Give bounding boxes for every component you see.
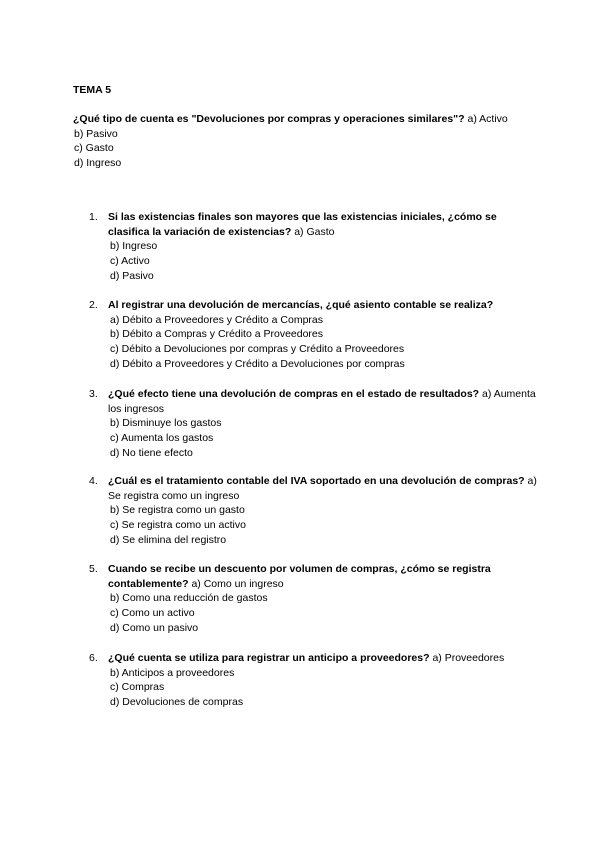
option-a: a) Aumenta los ingresos (108, 388, 536, 415)
option-a: a) Activo (467, 113, 508, 125)
question-text: Cuando se recibe un descuento por volumen de compras, ¿cómo se registra contablemente? (108, 563, 491, 590)
option-c: c) Activo (110, 255, 150, 268)
question-item-1 (89, 210, 539, 284)
question-number: 5. (89, 563, 98, 575)
question-text: Al registrar una devolución de mercancías, ¿qué asiento contable se realiza? (108, 299, 494, 311)
option-b: b) Pasivo (74, 127, 118, 140)
option-d: d) No tiene efecto (110, 446, 193, 459)
option-d: d) Pasivo (110, 269, 154, 282)
question-number: 4. (89, 475, 98, 487)
option-c: c) Compras (110, 681, 165, 694)
option-a: a) Proveedores (432, 652, 505, 664)
option-c: c) Aumenta los gastos (110, 432, 214, 445)
option-d: d) Como un pasivo (110, 621, 199, 634)
option-d: d) Se elimina del registro (110, 533, 227, 546)
option-d: d) Devoluciones de compras (110, 696, 244, 709)
option-d: d) Ingreso (74, 156, 122, 169)
option-c: c) Como un activo (110, 607, 195, 620)
option-d: d) Débito a Proveedores y Crédito a Devoluciones por compras (110, 357, 405, 370)
question-number: 1. (89, 211, 98, 223)
question-item-3 (89, 387, 539, 461)
option-b: b) Débito a Compras y Crédito a Proveedores (110, 328, 324, 341)
question-text: ¿Qué tipo de cuenta es "Devoluciones por compras y operaciones similares"? (73, 113, 465, 125)
question-text: ¿Qué cuenta se utiliza para registrar un anticipo a proveedores? (108, 652, 430, 664)
option-c: c) Débito a Devoluciones por compras y Crédito a Proveedores (110, 343, 405, 356)
option-b: b) Se registra como un gasto (110, 504, 245, 517)
option-a: a) Gasto (294, 225, 335, 238)
question-text: ¿Qué efecto tiene una devolución de compras en el estado de resultados? (108, 388, 480, 400)
question-item-6 (89, 651, 539, 710)
page-title: TEMA 5 (73, 84, 112, 96)
option-a: a) Débito a Proveedores y Crédito a Compras (110, 313, 324, 326)
option-b: b) Anticipos a proveedores (110, 666, 235, 679)
question-text: ¿Cuál es el tratamiento contable del IVA soportado en una devolución de compras? (108, 475, 525, 487)
question-number: 2. (89, 299, 98, 311)
question-item-4 (89, 474, 539, 548)
question-text: Si las existencias finales son mayores que las existencias iniciales, ¿cómo se clasifica la variación de existencias? (108, 211, 497, 238)
option-b: b) Ingreso (110, 240, 158, 253)
option-a: a) Se registra como un ingreso (108, 475, 537, 502)
option-b: b) Como una reducción de gastos (110, 592, 268, 605)
option-c: c) Gasto (74, 142, 114, 154)
question-item-2 (89, 298, 539, 372)
option-a: a) Como un ingreso (191, 577, 284, 590)
intro-question-block (73, 112, 533, 170)
option-c: c) Se registra como un activo (110, 519, 246, 532)
question-number: 6. (89, 652, 98, 664)
option-b: b) Disminuye los gastos (110, 417, 222, 430)
question-number: 3. (89, 388, 98, 400)
question-item-5 (89, 562, 539, 636)
